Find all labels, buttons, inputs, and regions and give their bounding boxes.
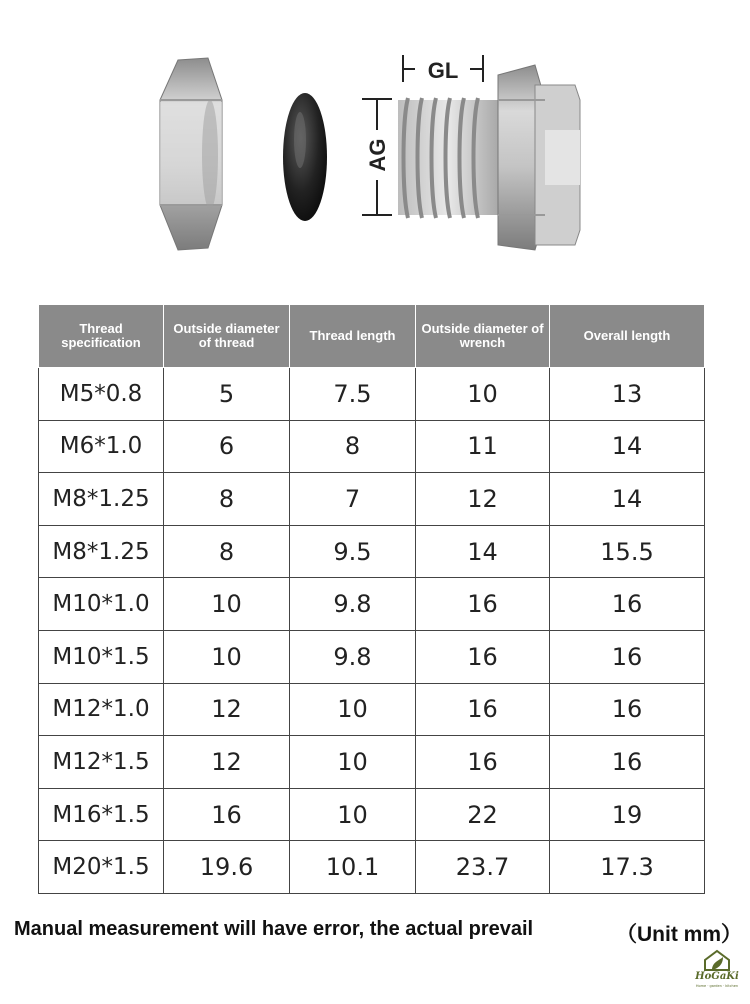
- table-row: [39, 578, 705, 631]
- measurement-note: Manual measurement will have error, the actual prevail: [14, 918, 534, 940]
- cell-overall-length: 14: [550, 420, 705, 473]
- cell-overall-length: 16: [550, 578, 705, 631]
- table-row: [39, 736, 705, 789]
- cell-thread-diameter: 10: [164, 630, 290, 683]
- cell-thread-length: 10: [290, 736, 416, 789]
- cell-thread-length: 9.8: [290, 630, 416, 683]
- cell-thread-spec: M10*1.0: [39, 578, 164, 631]
- fitting-icon: [398, 65, 580, 250]
- cell-thread-diameter: 8: [164, 473, 290, 526]
- cell-thread-spec: M8*1.25: [39, 525, 164, 578]
- cell-overall-length: 16: [550, 630, 705, 683]
- cell-thread-diameter: 5: [164, 368, 290, 421]
- header-thread-diameter: Outside diameter of thread: [164, 305, 290, 368]
- cell-thread-spec: M20*1.5: [39, 841, 164, 894]
- logo-tagline: Home · garden · kitchen: [695, 984, 739, 988]
- ag-label: AG: [365, 138, 390, 172]
- unit-note: （Unit mm）: [616, 923, 742, 946]
- o-ring-icon: [283, 93, 327, 221]
- cell-thread-diameter: 6: [164, 420, 290, 473]
- cell-thread-diameter: 12: [164, 683, 290, 736]
- cell-wrench-diameter: 16: [416, 578, 550, 631]
- cell-wrench-diameter: 14: [416, 525, 550, 578]
- table-header-row: [39, 305, 705, 368]
- cell-thread-spec: M10*1.5: [39, 630, 164, 683]
- table-row: [39, 841, 705, 894]
- brand-logo: [690, 948, 744, 994]
- cell-thread-diameter: 8: [164, 525, 290, 578]
- cell-overall-length: 15.5: [550, 525, 705, 578]
- cell-wrench-diameter: 16: [416, 683, 550, 736]
- table-row: [39, 788, 705, 841]
- table-row: [39, 473, 705, 526]
- cell-wrench-diameter: 16: [416, 736, 550, 789]
- table-row: [39, 420, 705, 473]
- cell-thread-diameter: 12: [164, 736, 290, 789]
- cell-thread-diameter: 10: [164, 578, 290, 631]
- cell-thread-length: 7.5: [290, 368, 416, 421]
- cell-thread-length: 8: [290, 420, 416, 473]
- gl-label: GL: [427, 58, 459, 83]
- cell-wrench-diameter: 23.7: [416, 841, 550, 894]
- cell-thread-length: 9.5: [290, 525, 416, 578]
- header-thread-length: Thread length: [290, 305, 416, 368]
- cell-overall-length: 16: [550, 736, 705, 789]
- cell-thread-spec: M8*1.25: [39, 473, 164, 526]
- cell-thread-length: 9.8: [290, 578, 416, 631]
- hex-nut-icon: [160, 58, 222, 250]
- cell-thread-length: 10.1: [290, 841, 416, 894]
- cell-thread-length: 10: [290, 788, 416, 841]
- cell-thread-spec: M12*1.0: [39, 683, 164, 736]
- cell-overall-length: 14: [550, 473, 705, 526]
- cell-thread-spec: M12*1.5: [39, 736, 164, 789]
- header-thread-spec: Thread specification: [39, 305, 164, 368]
- table-row: [39, 368, 705, 421]
- cell-overall-length: 19: [550, 788, 705, 841]
- cell-thread-spec: M5*0.8: [39, 368, 164, 421]
- cell-wrench-diameter: 12: [416, 473, 550, 526]
- cell-thread-spec: M6*1.0: [39, 420, 164, 473]
- house-leaf-icon: [690, 948, 744, 972]
- cell-thread-diameter: 19.6: [164, 841, 290, 894]
- cell-wrench-diameter: 11: [416, 420, 550, 473]
- cell-overall-length: 17.3: [550, 841, 705, 894]
- cell-thread-length: 10: [290, 683, 416, 736]
- cell-wrench-diameter: 10: [416, 368, 550, 421]
- cell-wrench-diameter: 16: [416, 630, 550, 683]
- cell-thread-length: 7: [290, 473, 416, 526]
- logo-name: HoGaKi: [695, 971, 739, 982]
- cell-overall-length: 16: [550, 683, 705, 736]
- cell-thread-spec: M16*1.5: [39, 788, 164, 841]
- cell-thread-diameter: 16: [164, 788, 290, 841]
- table-row: [39, 683, 705, 736]
- header-wrench-diameter: Outside diameter of wrench: [416, 305, 550, 368]
- header-overall-length: Overall length: [550, 305, 705, 368]
- spec-table: [38, 304, 705, 894]
- cell-overall-length: 13: [550, 368, 705, 421]
- table-row: [39, 525, 705, 578]
- product-illustration: [0, 0, 750, 290]
- cell-wrench-diameter: 22: [416, 788, 550, 841]
- table-row: [39, 630, 705, 683]
